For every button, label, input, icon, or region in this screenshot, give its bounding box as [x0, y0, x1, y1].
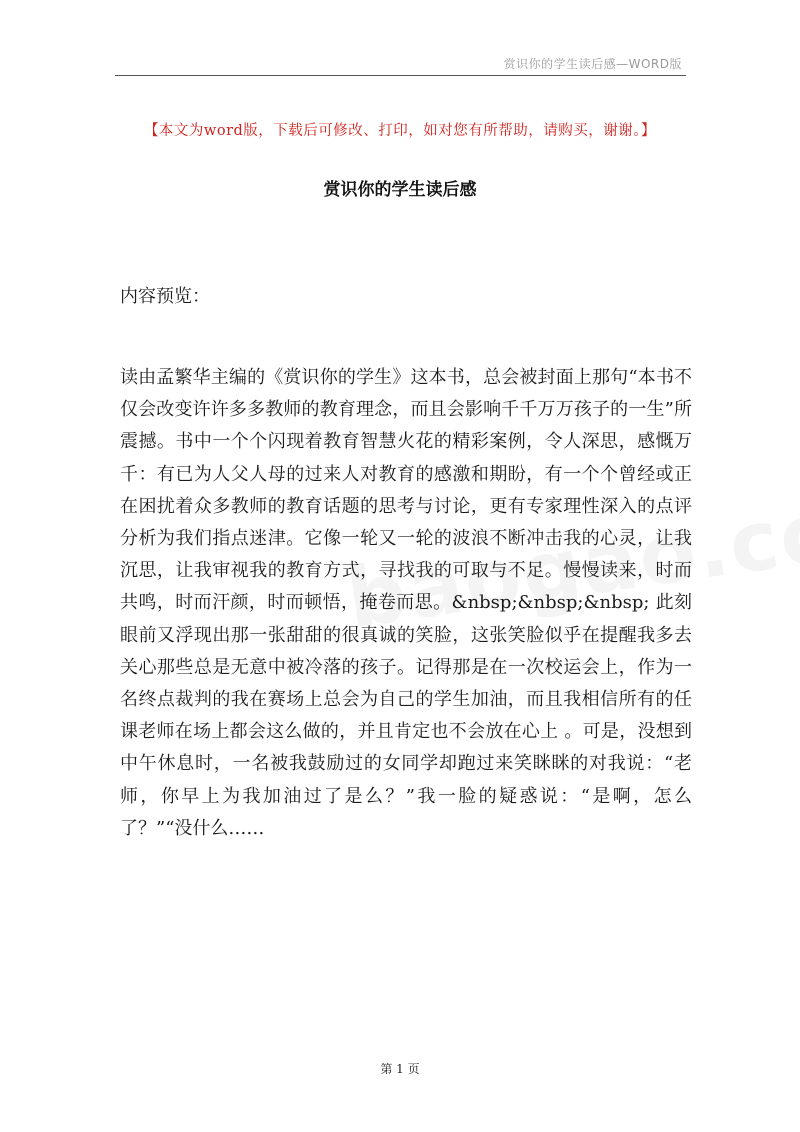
preview-label: 内容预览： [120, 286, 210, 307]
header-divider [115, 75, 686, 76]
document-title: 赏识你的学生读后感 [323, 180, 477, 200]
body-paragraph: 读由孟繁华主编的《赏识你的学生》这本书，总会被封面上那句“本书不仅会改变许许多多教师的教育理念，而且会影响千千万万孩子的一生”所震撼。书中一个个闪现着教育智慧火花的精彩案例，令人深思，感慨万千：有已为人父人母的过来人对教育的感激和期盼，有一个个曾经或正在困扰着众多教师的教育话题的思考与讨论，更有专家理性深入的点评分析为我们指点迷津。它像一轮又一轮的波浪不断冲击我的心灵，让我沉思，让我审视我的教育方式，寻找我的可取与不足。慢慢读来，时而共鸣，时而汗颜，时而顿悟，掩卷而思。&nbsp;&nbsp;&nbsp; 此刻眼前又浮现出那一张甜甜的很真诚的笑脸，这张笑脸似乎在提醒我多去关心那些总是无意中被冷落的孩子。记得那是在一次校运会上，作为一名终点裁判的我在赛场上总会为自己的学生加油，而且我相信所有的任课老师在场上都会这么做的，并且肯定也不会放在心上 。可是，没想到中午休息时，一名被我鼓励过的女同学却跑过来笑眯眯的对我说：“老师，你早上为我加油过了是么？”我一脸的疑惑说：“是啊，怎么了？”“没什么…… [120, 367, 692, 839]
running-header: 赏识你的学生读后感—WORD版 [503, 57, 682, 71]
purchase-notice: 【本文为word版，下载后可修改、打印，如对您有所帮助，请购买，谢谢。】 [143, 123, 657, 139]
page-number: 第 1 页 [380, 1062, 420, 1076]
